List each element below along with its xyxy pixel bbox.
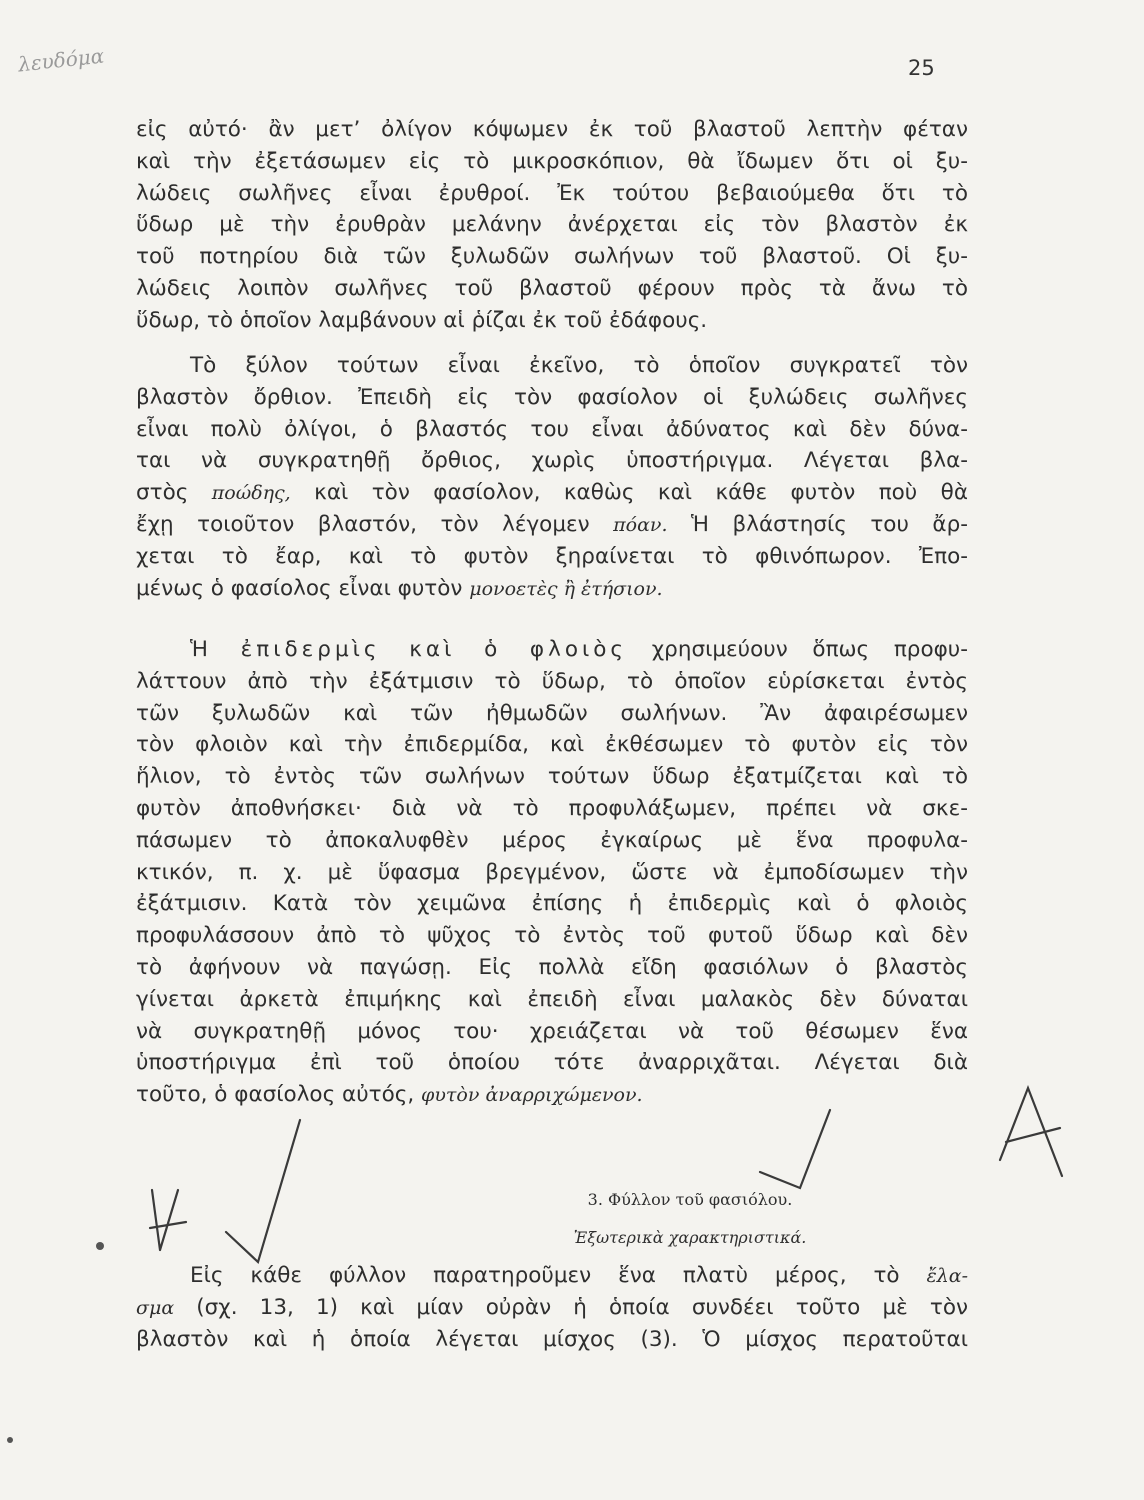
italic-term: φυτὸν ἀναρριχώμενον.: [421, 1084, 643, 1107]
text-line: ται νὰ συγκρατηθῇ ὄρθιος, χωρὶς ὑποστήριγμα. Λέγεται βλα-: [136, 448, 968, 474]
section-subheading: Ἐξωτερικὰ χαρακτηριστικά.: [573, 1228, 807, 1247]
italic-term: ποώδης,: [211, 482, 291, 505]
section-heading: 3. Φύλλον τοῦ φασιόλου.: [587, 1190, 793, 1209]
checkmark-mark: [760, 1110, 830, 1188]
pencil-margin-note: λευδόμα: [16, 43, 106, 77]
paragraph-1: [136, 114, 968, 337]
text-run: (σχ. 13, 1) καὶ μίαν οὐρὰν ἡ ὁποία συνδέει τοῦτο μὲ τὸν: [174, 1294, 968, 1320]
paragraph-4: [136, 1260, 968, 1355]
text-line: γίνεται ἀρκετὰ ἐπιμήκης καὶ ἐπειδὴ εἶναι μαλακὸς δὲν δύναται: [136, 986, 968, 1012]
text-run: ἔχῃ τοιοῦτον βλαστόν, τὸν λέγομεν: [136, 511, 614, 537]
text-line: ὑποστήριγμα ἐπὶ τοῦ ὁποίου τότε ἀναρριχᾶται. Λέγεται διὰ: [136, 1050, 968, 1076]
text-run: χρησιμεύουν ὅπως προφυ-: [627, 637, 968, 662]
text-line: εἰς αὐτό· ἂν μετ’ ὀλίγον κόψωμεν ἐκ τοῦ βλαστοῦ λεπτὴν φέταν: [136, 117, 968, 142]
text-line: [136, 1260, 968, 1292]
spaced-term: Ἡ ἐπιδερμὶς καὶ ὁ φλοιὸς: [190, 637, 628, 662]
ink-blot: [7, 1437, 13, 1443]
text-line: προφυλάσσουν ἀπὸ τὸ ψῦχος τὸ ἐντὸς τοῦ φυτοῦ ὕδωρ καὶ δὲν: [136, 923, 968, 949]
text-line: λώδεις λοιπὸν σωλῆνες τοῦ βλαστοῦ φέρουν πρὸς τὰ ἄνω τὸ: [136, 275, 968, 301]
text-line: [136, 1079, 968, 1111]
italic-term: μονοετὲς ἢ ἐτήσιον.: [469, 577, 663, 600]
text-line: τὸ ἀφήνουν νὰ παγώσῃ. Εἰς πολλὰ εἴδη φασιόλων ὁ βλαστὸς: [136, 954, 968, 980]
ink-blot: [96, 1242, 104, 1250]
text-line: [136, 1292, 968, 1324]
paragraph-3: [136, 634, 968, 1111]
text-line: ὕδωρ, τὸ ὁποῖον λαμβάνουν αἱ ῥίζαι ἐκ τοῦ ἐδάφους.: [136, 307, 708, 333]
text-line: [136, 509, 968, 541]
italic-term: ἔλα-: [926, 1265, 968, 1287]
text-line: χεται τὸ ἔαρ, καὶ τὸ φυτὸν ξηραίνεται τὸ φθινόπωρον. Ἐπο-: [136, 543, 968, 569]
text-line: τοῦ ποτηρίου διὰ τῶν ξυλωδῶν σωλήνων τοῦ βλαστοῦ. Οἱ ξυ-: [136, 244, 968, 270]
italic-term: πόαν.: [613, 513, 668, 536]
text-line: [136, 573, 968, 605]
text-line: τῶν ξυλωδῶν καὶ τῶν ἠθμωδῶν σωλήνων. Ἂν ἀφαιρέσωμεν: [136, 700, 968, 726]
text-line: [136, 477, 968, 509]
text-run: Ἡ βλάστησίς του ἄρ-: [667, 511, 968, 537]
text-line: ἐξάτμισιν. Κατὰ τὸν χειμῶνα ἐπίσης ἡ ἐπιδερμὶς καὶ ὁ φλοιὸς: [136, 891, 968, 917]
text-run: Εἰς κάθε φύλλον παρατηροῦμεν ἕνα πλατὺ μέρος, τὸ: [190, 1263, 927, 1288]
handwritten-a-mark-right: [1000, 1088, 1062, 1176]
text-line: ὕδωρ μὲ τὴν ἐρυθρὰν μελάνην ἀνέρχεται εἰς τὸν βλαστὸν ἐκ: [136, 212, 968, 238]
text-line: τὸν φλοιὸν καὶ τὴν ἐπιδερμίδα, καὶ ἐκθέσωμεν τὸ φυτὸν εἰς τὸν: [136, 732, 968, 758]
text-run: στὸς: [136, 480, 212, 506]
text-line: Τὸ ξύλον τούτων εἶναι ἐκεῖνο, τὸ ὁποῖον συγκρατεῖ τὸν: [190, 353, 968, 378]
text-line: πάσωμεν τὸ ἀποκαλυφθὲν μέρος ἐγκαίρως μὲ ἕνα προφυλα-: [136, 827, 968, 853]
page-number: 25: [908, 56, 935, 80]
text-line: εἶναι πολὺ ὀλίγοι, ὁ βλαστός του εἶναι ἀδύνατος καὶ δὲν δύνα-: [136, 416, 968, 442]
text-line: βλαστὸν καὶ ἡ ὁποία λέγεται μίσχος (3). Ὁ μίσχος περατοῦται: [136, 1326, 968, 1352]
text-line: λάττουν ἀπὸ τὴν ἐξάτμισιν τὸ ὕδωρ, τὸ ὁποῖον εὑρίσκεται ἐντὸς: [136, 668, 968, 694]
text-line: [136, 634, 968, 666]
text-line: νὰ συγκρατηθῇ μόνος του· χρειάζεται νὰ τοῦ θέσωμεν ἕνα: [136, 1018, 968, 1044]
italic-term: σμα: [136, 1296, 175, 1319]
paragraph-2: [136, 350, 968, 604]
text-line: λώδεις σωλῆνες εἶναι ἐρυθροί. Ἐκ τούτου βεβαιούμεθα ὅτι τὸ: [136, 180, 968, 206]
text-line: καὶ τὴν ἐξετάσωμεν εἰς τὸ μικροσκόπιον, θὰ ἴδωμεν ὅτι οἱ ξυ-: [136, 148, 968, 174]
text-line: κτικόν, π. χ. μὲ ὕφασμα βρεγμένον, ὥστε νὰ ἐμποδίσωμεν τὴν: [136, 859, 968, 885]
text-run: μένως ὁ φασίολος εἶναι φυτὸν: [136, 575, 470, 601]
text-line: ἥλιον, τὸ ἐντὸς τῶν σωλήνων τούτων ὕδωρ ἐξατμίζεται καὶ τὸ: [136, 764, 968, 790]
text-run: τοῦτο, ὁ φασίολος αὐτός,: [136, 1082, 422, 1108]
text-run: καὶ τὸν φασίολον, καθὼς καὶ κάθε φυτὸν ποὺ θὰ: [290, 480, 968, 506]
text-line: βλαστὸν ὄρθιον. Ἐπειδὴ εἰς τὸν φασίολον οἱ ξυλώδεις σωλῆνες: [136, 384, 968, 410]
text-line: φυτὸν ἀποθνήσκει· διὰ νὰ τὸ προφυλάξωμεν, πρέπει νὰ σκε-: [136, 795, 968, 821]
